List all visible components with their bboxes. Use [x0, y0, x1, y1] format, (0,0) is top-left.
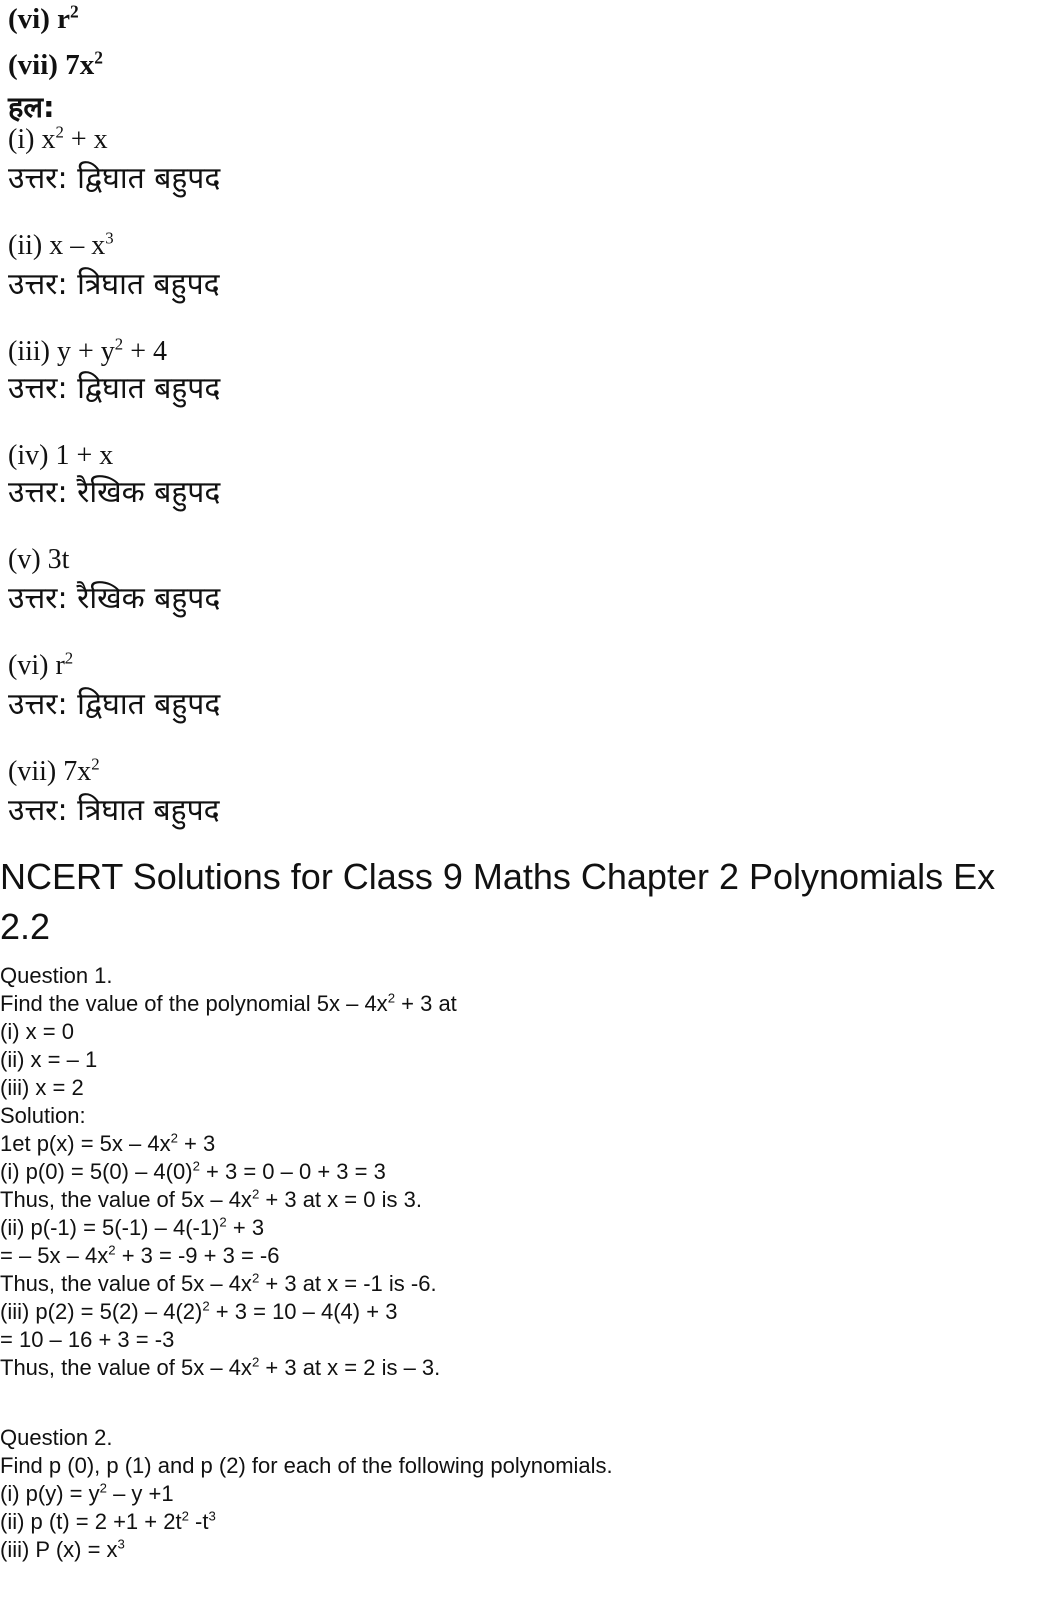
- text-line: = – $5x - 4x^2 + 3 = -9 + 3 = -6$: [0, 1242, 280, 1268]
- text-line: = 10 – 16 + 3 = -3: [0, 1327, 175, 1352]
- text-line: Find p (0), p (1) and p (2) for each of the following polynomials.: [0, 1453, 613, 1478]
- text-line: (i) $p(0) = 5(0) - 4(0)^2 + 3 = 0 - 0 + 3 = 3$: [0, 1158, 386, 1184]
- text-line: (ii) p $(t) = 2 +1 + 2t^2$ $-t^3$: [0, 1508, 216, 1534]
- page-title: NCERT Solutions for Class 9 Maths Chapter 2 Polynomials Ex 2.2: [0, 856, 996, 947]
- solution-label-hindi: हल:: [8, 90, 55, 124]
- answer-text: उत्तर: त्रिघात बहुपद: [8, 793, 220, 828]
- text-line: (iii) x = 2: [0, 1075, 84, 1100]
- text-line: (i) $p(y) = y^2 - y +1$: [0, 1480, 174, 1506]
- text-line: (ii) $p(-1) = 5(-1) - 4(-1)^2 + 3$: [0, 1214, 265, 1240]
- text-line: Question 1.: [0, 963, 113, 988]
- answer-text: उत्तर: द्विघात बहुपद: [8, 687, 221, 722]
- top-line-vii: (vii) $7x^2$: [8, 47, 103, 81]
- answer-text: उत्तर: द्विघात बहुपद: [8, 161, 221, 196]
- text-line: Thus, the value of $5x - 4x^2 + 3$ at x = 2 is – 3.: [0, 1354, 441, 1380]
- text-line: (i) x = 0: [0, 1019, 74, 1044]
- text-line: Question 2.: [0, 1425, 113, 1450]
- answer-text: उत्तर: रैखिक बहुपद: [8, 581, 221, 616]
- answer-text: उत्तर: त्रिघात बहुपद: [8, 267, 220, 302]
- text-line: Thus, the value of $5x - 4x^2 + 3$ at x = -1 is -6.: [0, 1270, 437, 1296]
- answer-text: उत्तर: रैखिक बहुपद: [8, 475, 221, 510]
- text-line: Thus, the value of $5x - 4x^2 + 3$ at x = 0 is 3.: [0, 1186, 422, 1212]
- top-line-vi: (vi) $r^2$: [8, 1, 79, 35]
- text-line: Find the value of the polynomial $5x - 4x^2 + 3$ at: [0, 990, 457, 1016]
- text-line: (iii) $p(2) = 5(2) - 4(2)^2 + 3 = 10 - 4(4) + 3$: [0, 1298, 398, 1324]
- text-line: (ii) x = – 1: [0, 1047, 98, 1072]
- text-line: 1et $p(x) = 5x - 4x^2 + 3$: [0, 1130, 216, 1156]
- answer-text: उत्तर: द्विघात बहुपद: [8, 371, 221, 406]
- text-line: Solution:: [0, 1103, 86, 1128]
- text-line: (iii) P $(x) = x^3$: [0, 1536, 125, 1562]
